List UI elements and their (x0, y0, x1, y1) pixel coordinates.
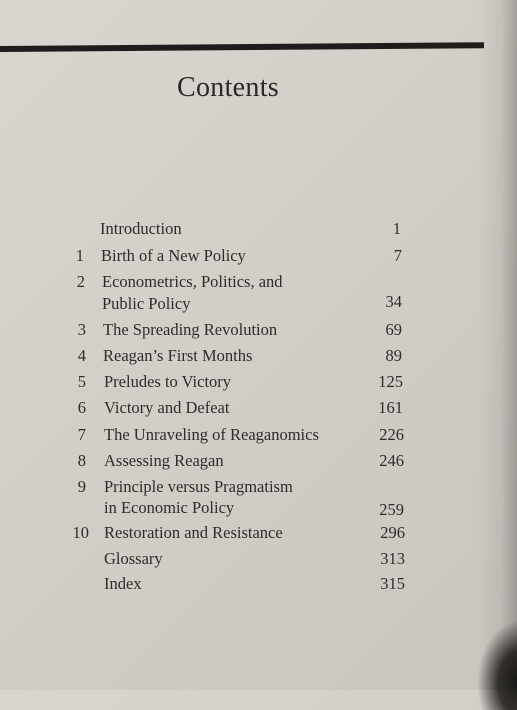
page-number: 125 (378, 372, 403, 391)
page-number: 69 (385, 320, 402, 339)
chapter-title: Index (104, 574, 142, 593)
chapter-title: Preludes to Victory (104, 372, 232, 391)
page-number: 246 (379, 451, 404, 470)
chapter-title: Restoration and Resistance (104, 523, 283, 542)
page-title: Contents (177, 72, 279, 103)
chapter-number: 10 (72, 523, 89, 542)
chapter-title: Assessing Reagan (104, 451, 224, 470)
chapter-title: Econometrics, Politics, and Public Policy (102, 272, 283, 313)
chapter-title: Reagan’s First Months (103, 346, 253, 365)
chapter-title: The Unraveling of Reaganomics (104, 425, 319, 444)
chapter-number: 4 (77, 346, 86, 365)
chapter-number: 2 (76, 272, 85, 291)
page-number: 89 (385, 346, 402, 365)
page-number: 296 (380, 523, 405, 542)
chapter-title: The Spreading Revolution (103, 320, 278, 339)
chapter-number: 7 (77, 425, 86, 444)
page-number: 34 (385, 292, 402, 311)
chapter-title: Principle versus Pragmatism in Economic Policy (104, 477, 293, 517)
page-number: 7 (393, 246, 402, 265)
page-number: 259 (379, 500, 404, 519)
chapter-number: 5 (77, 372, 86, 391)
chapter-number: 6 (77, 398, 86, 417)
page-number: 226 (379, 425, 404, 444)
chapter-number: 1 (75, 246, 84, 265)
page-number: 161 (378, 398, 403, 417)
chapter-number: 9 (77, 477, 86, 496)
chapter-number: 3 (77, 320, 86, 339)
page-number: 315 (380, 574, 405, 593)
chapter-title: Birth of a New Policy (101, 246, 246, 265)
chapter-title: Introduction (100, 219, 182, 238)
page-number: 313 (380, 549, 405, 568)
chapter-title: Victory and Defeat (104, 398, 230, 417)
chapter-title: Glossary (104, 549, 163, 568)
chapter-number: 8 (77, 451, 86, 470)
page-number: 1 (392, 219, 401, 238)
